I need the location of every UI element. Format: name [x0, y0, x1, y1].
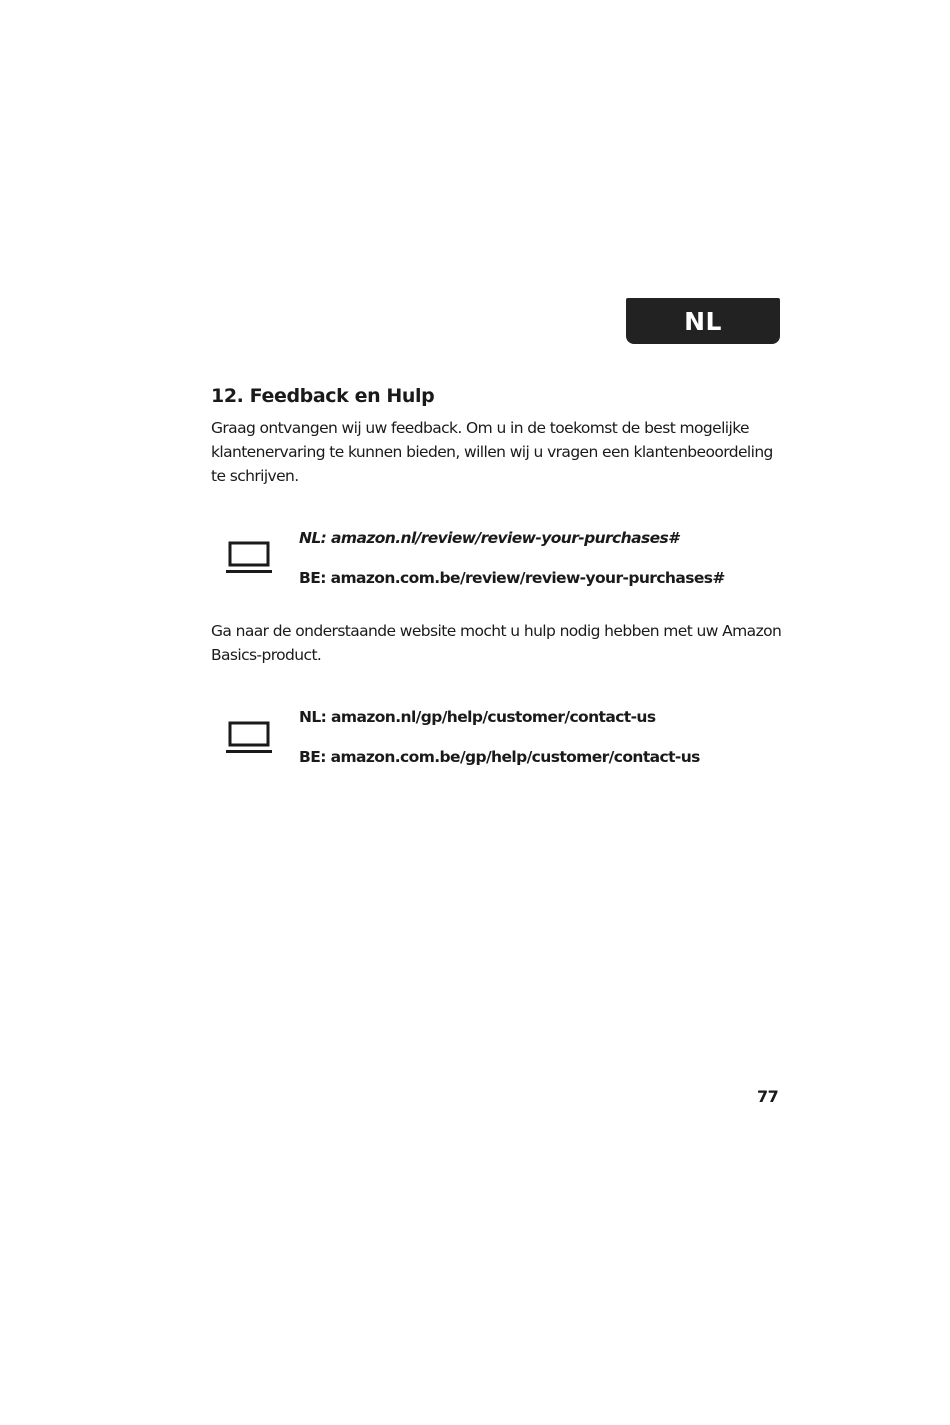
- help-link-be[interactable]: BE: amazon.com.be/gp/help/customer/contact-us: [299, 748, 700, 766]
- review-link-nl[interactable]: NL: amazon.nl/review/review-your-purchases#: [299, 529, 679, 547]
- review-link-be[interactable]: BE: amazon.com.be/review/review-your-purchases#: [299, 569, 725, 587]
- page-number: 77: [757, 1087, 779, 1106]
- language-tab: NL: [626, 298, 780, 344]
- laptop-icon: [226, 541, 272, 575]
- help-text: Ga naar de onderstaande website mocht u hulp nodig hebben met uw Amazon Basics-product.: [211, 622, 782, 664]
- feedback-intro-text: Graag ontvangen wij uw feedback. Om u in de toekomst de best mogelijke klantenervaring te kunnen bieden, willen wij u vragen een klantenbeoordeling te schrijven.: [211, 419, 773, 485]
- section-heading: 12. Feedback en Hulp: [211, 385, 435, 407]
- help-link-nl[interactable]: NL: amazon.nl/gp/help/customer/contact-us: [299, 708, 656, 726]
- laptop-icon: [226, 721, 272, 755]
